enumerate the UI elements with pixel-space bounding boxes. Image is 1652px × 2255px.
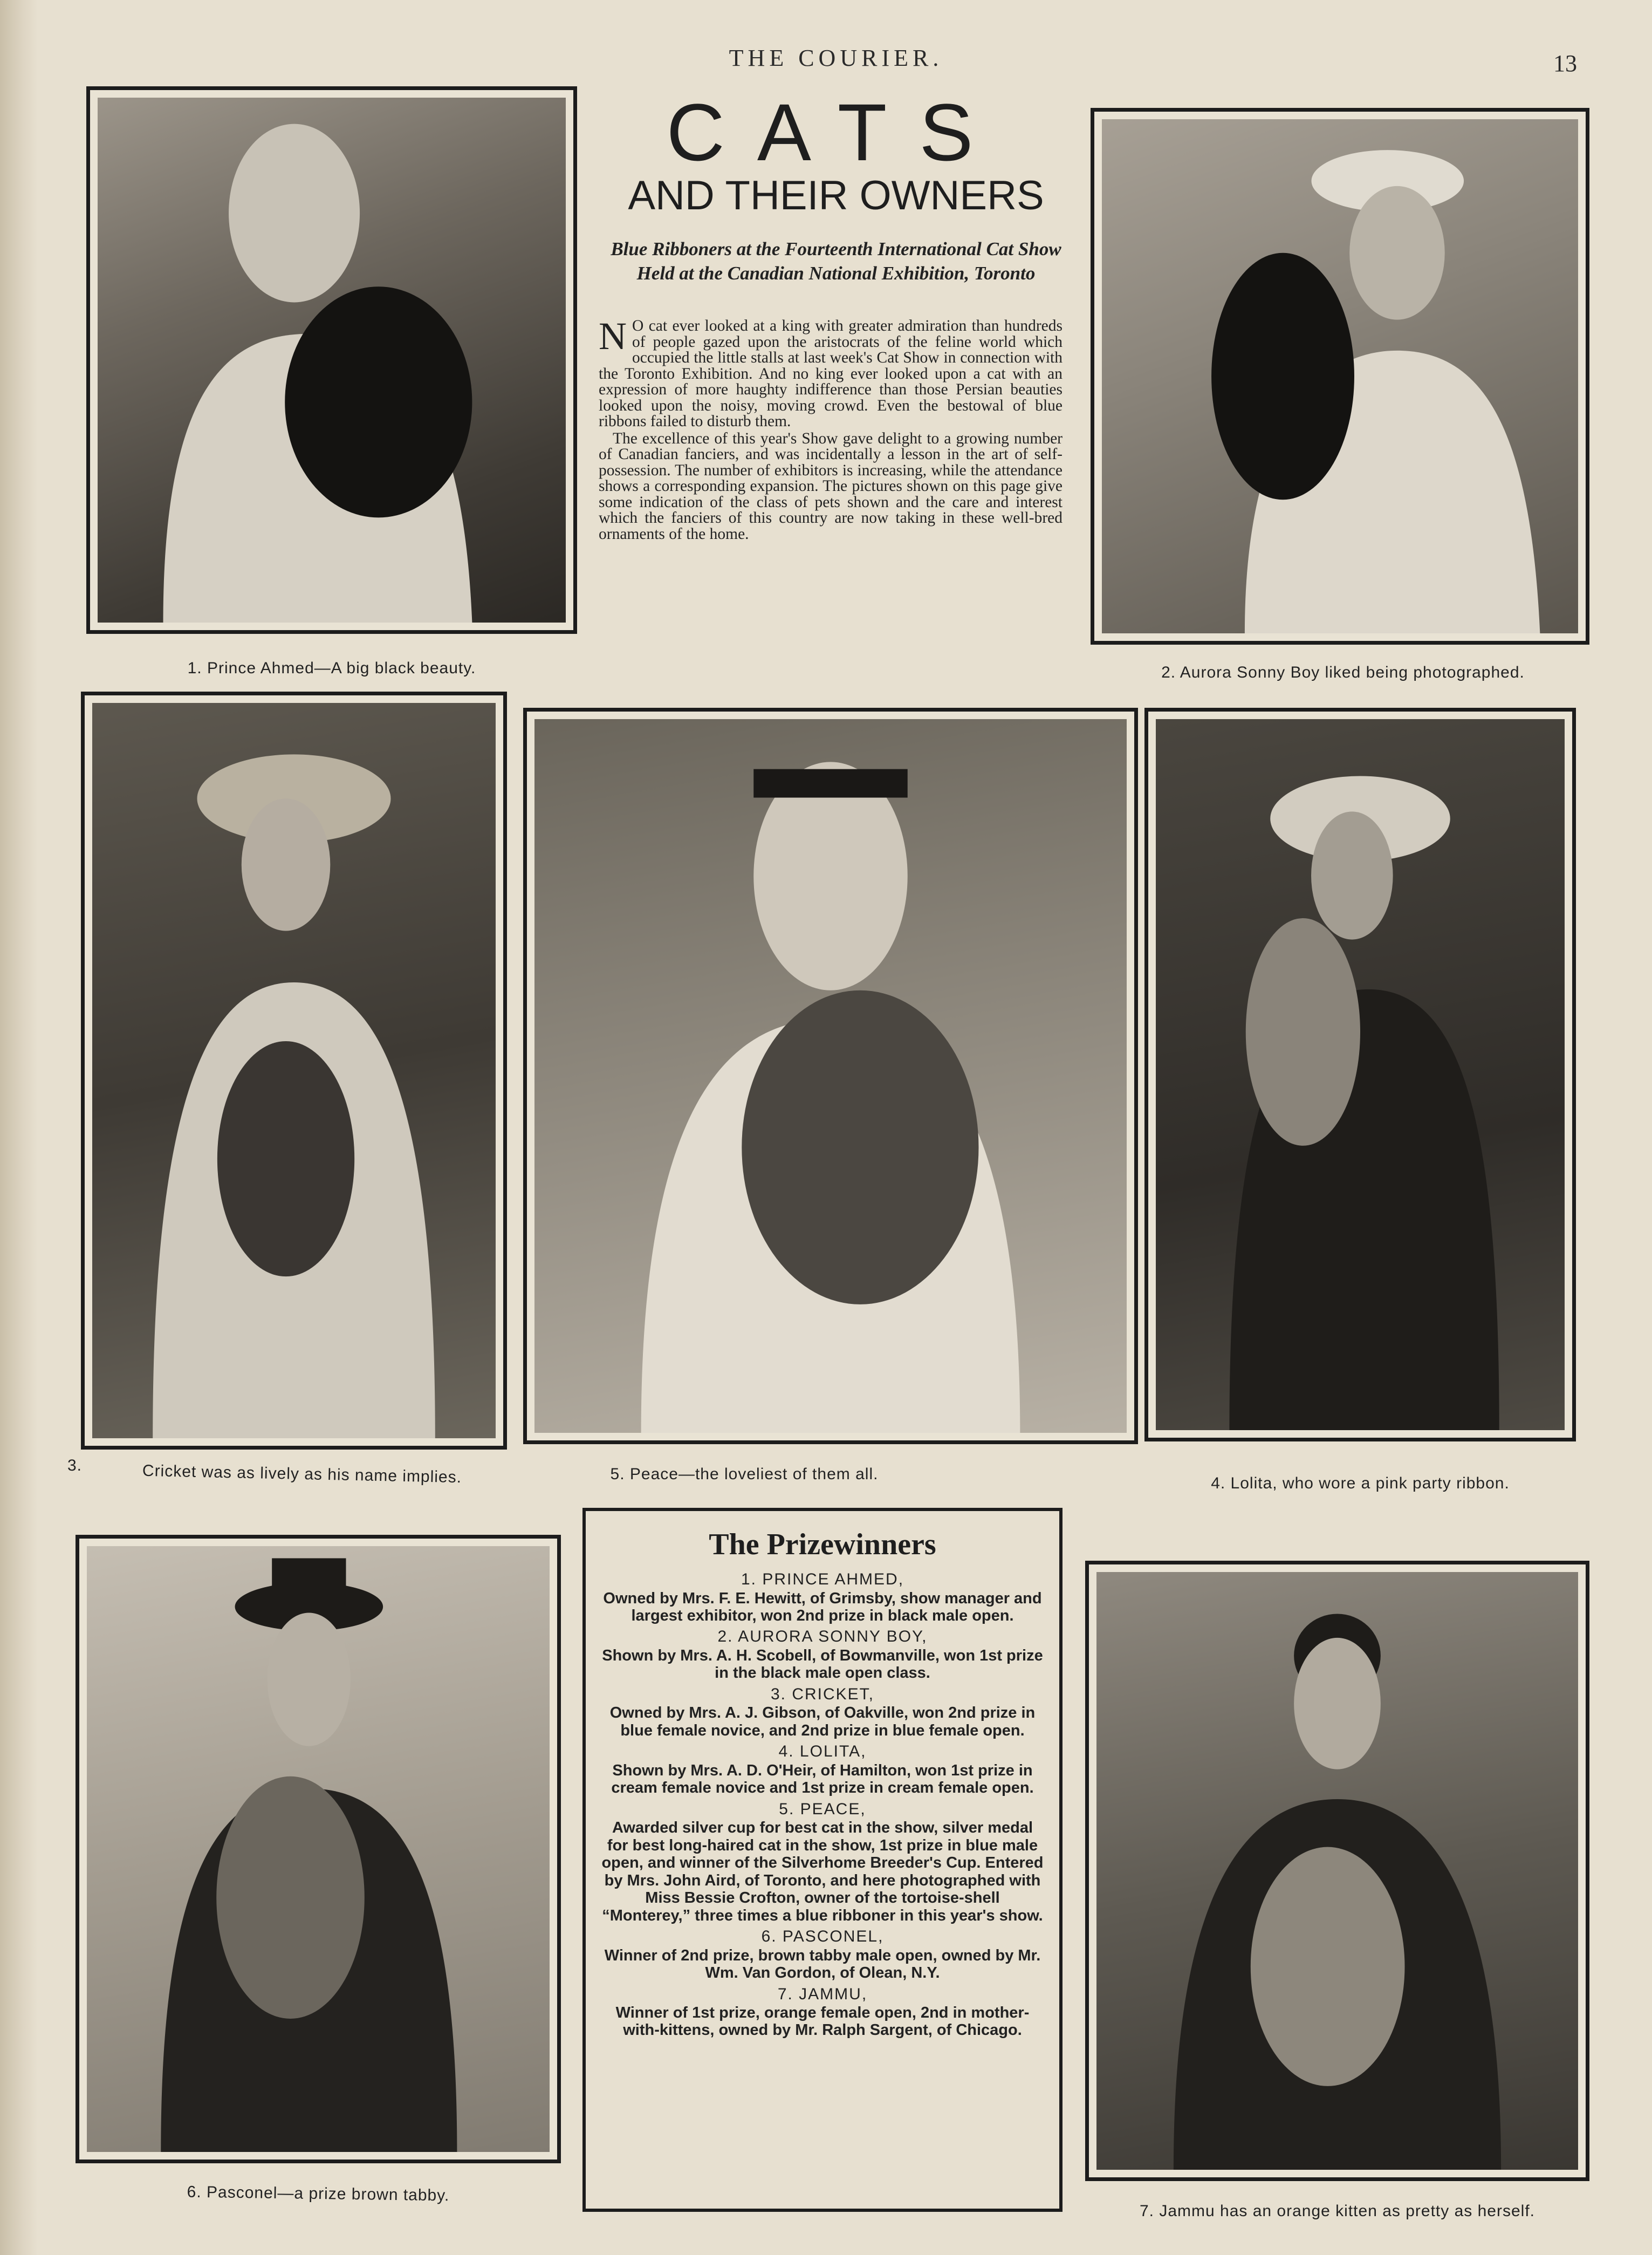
prize-entry-desc: Winner of 2nd prize, brown tabby male open, owned by Mr. Wm. Van Gordon, of Olean, N.Y. — [604, 1946, 1041, 1982]
photo-6-frame — [76, 1535, 561, 2163]
prize-entry-name: 4. LOLITA, — [778, 1742, 867, 1761]
article-paragraph: The excellence of this year's Show gave delight to a growing number of Canadian fanciers, and was incidentally a lesson in the art of self-possession. The number of exhibitors is increasing, while the attendance shows a corresponding expansion. The pictures shown on this page give some indication of the class of pets shown and the care and interest which the fanciers of this country are now taking in these well-bred ornaments of the home. — [599, 429, 1063, 543]
photo-prince-ahmed — [98, 98, 566, 623]
photo-3-number: 3. — [67, 1457, 83, 1474]
prize-entry-desc: Winner of 1st prize, orange female open, 2nd in mother-with-kittens, owned by Mr. Ralph Sargent, of Chicago. — [615, 2004, 1030, 2039]
photo-5-frame — [523, 708, 1138, 1444]
photo-pasconel — [87, 1546, 550, 2152]
page-gutter — [0, 0, 38, 2255]
prize-entry — [600, 1741, 1045, 1796]
prize-entry-desc: Shown by Mrs. A. H. Scobell, of Bowmanville, won 1st prize in the black male open class. — [602, 1646, 1043, 1682]
article-paragraph: N O cat ever looked at a king with greater admiration than hundreds of people gazed upon the aristocrats of the feline world which occupied the little stalls at last week's Cat Show in connection with the Toronto Exhibition. And no king ever looked upon a cat with an expression of more haughty indifference than those Persian beauties looked upon the noisy, moving crowd. Even the bestowal of blue ribbons failed to disturb them. — [599, 315, 1063, 430]
prize-entry-desc: Awarded silver cup for best cat in the show, silver medal for best long-haired cat in the show, 1st prize in blue male open, and winner of the Silverhome Breeder's Cup. Entered by Mrs. John Aird, of Toronto, and here photographed with Miss Bessie Crofton, owner of the tortoise-shell “Monterey,” three times a blue ribboner in this year's show. — [601, 1819, 1044, 1924]
prizewinners-title: The Prizewinners — [709, 1528, 936, 1561]
prize-entry-desc: Shown by Mrs. A. D. O'Heir, of Hamilton, won 1st prize in cream female novice and 1st prize in cream female open. — [611, 1761, 1034, 1797]
running-head: THE COURIER. — [729, 45, 943, 71]
photo-3-caption: Cricket was as lively as his name implies. — [142, 1461, 462, 1487]
prize-entry-name: 2. AURORA SONNY BOY, — [717, 1628, 928, 1646]
dropcap: N — [599, 315, 627, 358]
prize-entry-name: 3. CRICKET, — [770, 1685, 875, 1703]
photo-7-caption: 7. Jammu has an orange kitten as pretty as herself. — [1139, 2202, 1536, 2220]
photo-7-frame — [1085, 1561, 1589, 2181]
photo-lolita — [1156, 719, 1565, 1430]
prize-entry — [600, 1799, 1045, 1924]
prizewinners-box — [582, 1508, 1063, 2212]
photo-6-caption: 6. Pasconel—a prize brown tabby. — [187, 2183, 450, 2205]
photo-5-caption: 5. Peace—the loveliest of them all. — [610, 1465, 879, 1483]
headline-deck: Blue Ribboners at the Fourteenth International Cat Show Held at the Canadian National Exhibition, Toronto — [611, 238, 1061, 284]
photo-1-caption: 1. Prince Ahmed—A big black beauty. — [187, 659, 476, 677]
prize-entry-name: 6. PASCONEL, — [761, 1928, 884, 1946]
page-number: 13 — [1553, 50, 1577, 77]
article-body — [599, 315, 1063, 543]
photo-2-caption: 2. Aurora Sonny Boy liked being photographed. — [1161, 664, 1525, 681]
prize-entry — [600, 1984, 1045, 2039]
prize-entry-desc: Owned by Mrs. A. J. Gibson, of Oakville, won 2nd prize in blue female novice, and 2nd prize in blue female open. — [609, 1704, 1036, 1739]
prize-entry-desc: Owned by Mrs. F. E. Hewitt, of Grimsby, show manager and largest exhibitor, won 2nd prize in black male open. — [603, 1589, 1042, 1624]
photo-cricket — [92, 703, 496, 1438]
photo-jammu — [1096, 1572, 1578, 2170]
prize-entry — [600, 1627, 1045, 1682]
headline-subtitle: AND THEIR OWNERS — [628, 173, 1044, 218]
prize-entry — [600, 1569, 1045, 1624]
prize-entry-name: 1. PRINCE AHMED, — [741, 1570, 904, 1588]
photo-4-caption: 4. Lolita, who wore a pink party ribbon. — [1211, 1474, 1510, 1492]
photo-3-frame — [81, 692, 507, 1450]
photo-2-frame — [1091, 108, 1589, 645]
photo-4-frame — [1144, 708, 1576, 1441]
photo-peace — [534, 719, 1127, 1433]
photo-1-frame — [86, 86, 577, 634]
prize-entry-name: 5. PEACE, — [779, 1800, 866, 1818]
prize-entry — [600, 1926, 1045, 1981]
headline-title: CATS — [666, 87, 1006, 177]
prize-entry-name: 7. JAMMU, — [777, 1985, 868, 2003]
photo-aurora-sonny-boy — [1102, 119, 1578, 633]
prize-entry — [600, 1684, 1045, 1739]
